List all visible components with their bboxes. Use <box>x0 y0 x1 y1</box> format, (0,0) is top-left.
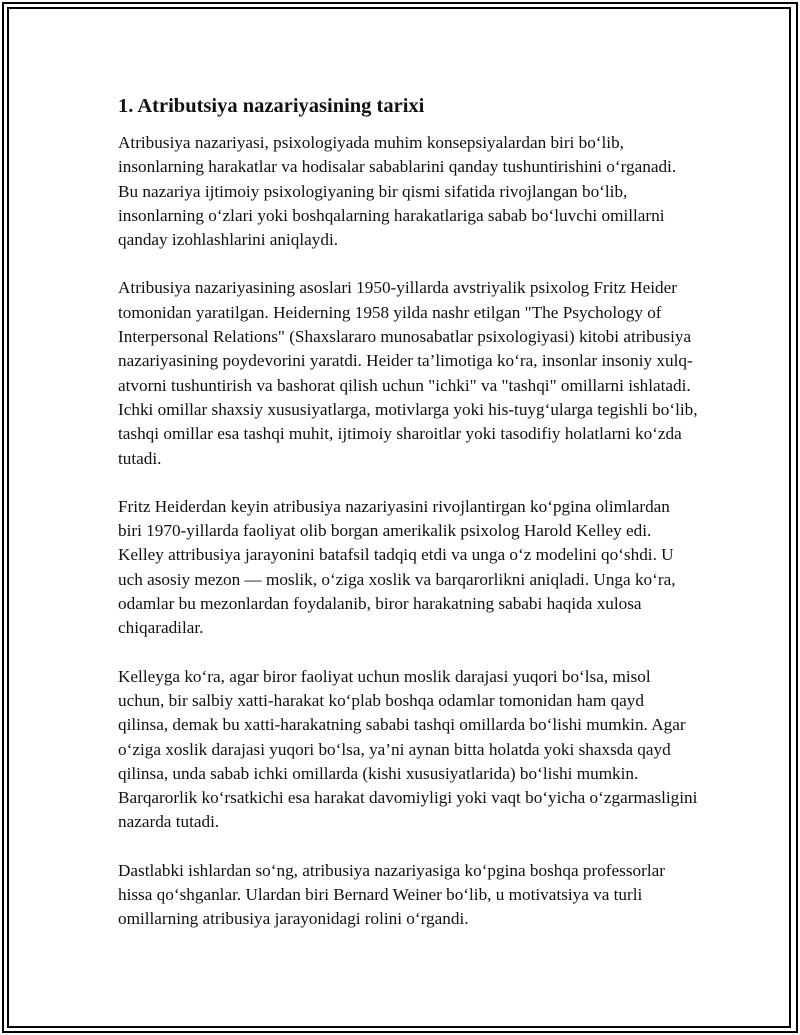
paragraph-intro: Atribusiya nazariyasi, psixologiyada muhim konsepsiyalardan biri bo‘lib, insonlarning harakatlar va hodisalar sabablarini qanday tushuntirishini o‘rganadi. Bu nazariya ijtimoiy psixologiyaning bir qismi sifatida rivojlangan bo‘lib, insonlarning o‘zlari yoki boshqalarning harakatlariga sabab bo‘luvchi omillarni qanday izohlashlarini aniqlaydi. <box>118 133 677 250</box>
paragraph-heider: Atribusiya nazariyasining asoslari 1950-yillarda avstriyalik psixolog Fritz Heider tomonidan yaratilgan. Heiderning 1958 yilda nashr etilgan "The Psychology of Interpersonal Relations" (Shaxslararo munosabatlar psixologiyasi) kitobi atribusiya nazariyasining poydevorini yaratdi. Heider ta’limotiga ko‘ra, insonlar insoniy xulq-atvorni tushuntirish va bashorat qilish uchun "ichki" va "tashqi" omillarni ishlatadi. Ichki omillar shaxsiy xususiyatlarga, motivlarga yoki his-tuyg‘ularga tegishli bo‘lib, tashqi omillar esa tashqi muhit, ijtimoiy sharoitlar yoki tasodifiy holatlarni ko‘zda tutadi. <box>118 278 698 468</box>
paragraph-kelley-criteria: Kelleyga ko‘ra, agar biror faoliyat uchun moslik darajasi yuqori bo‘lsa, misol uchun, bir salbiy xatti-harakat ko‘plab boshqa odamlar tomonidan ham qayd qilinsa, demak bu xatti-harakatning sababi tashqi omillarda bo‘lishi mumkin. Agar o‘ziga xoslik darajasi yuqori bo‘lsa, ya’ni aynan bitta holatda yoki shaxsda qayd qilinsa, unda sabab ichki omillarda (kishi xususiyatlarida) bo‘lishi mumkin. Barqarorlik ko‘rsatkichi esa harakat davomiyligi yoki vaqt bo‘yicha o‘zgarmasligini nazarda tutadi. <box>118 666 698 832</box>
paragraph-weiner: Dastlabki ishlardan so‘ng, atribusiya nazariyasiga ko‘pgina boshqa professorlar hissa qo‘shganlar. Ulardan biri Bernard Weiner bo‘lib, u motivatsiya va turli omillarning atribusiya jarayonidagi rolini o‘rgandi. <box>118 860 665 929</box>
paragraph-kelley: Fritz Heiderdan keyin atribusiya nazariyasini rivojlantirgan ko‘pgina olimlardan biri 1970-yillarda faoliyat olib borgan amerikalik psixolog Harold Kelley edi. Kelley attribusiya jarayonini batafsil tadqiq etdi va unga o‘z modelini qo‘shdi. U uch asosiy mezon — moslik, o‘ziga xoslik va barqarorlikni aniqladi. Unga ko‘ra, odamlar bu mezonlardan foydalanib, biror harakatning sababi haqida xulosa chiqaradilar. <box>118 496 676 638</box>
section-heading: 1. Atributsiya nazariyasining tarixi <box>118 95 425 117</box>
document-body <box>118 93 698 956</box>
